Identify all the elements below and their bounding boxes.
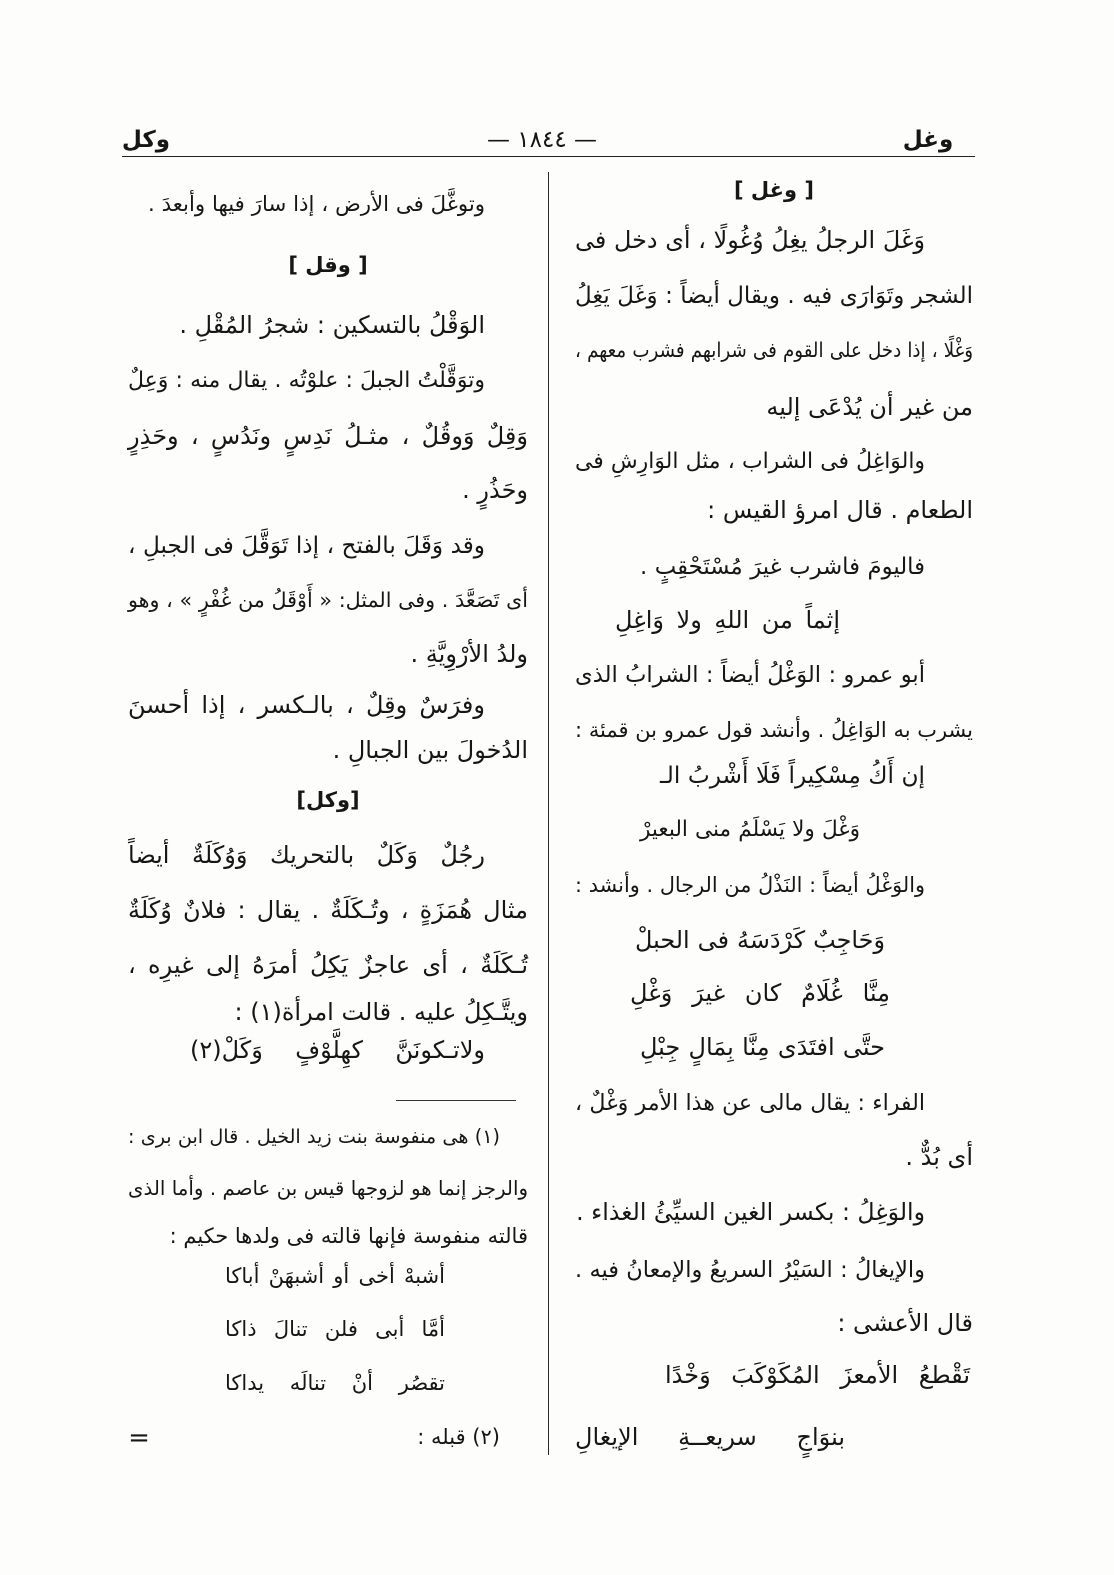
text-line: وتوَقَّلْتُ الجبلَ : علوْتُه . يقال منه : وَعِلٌ xyxy=(128,368,485,393)
column-divider xyxy=(548,172,549,1455)
text-line: وَغَلَ الرجلُ يغِلُ وُغُولًا ، أى دخل فى xyxy=(575,226,925,254)
text-line: الدُخولَ بين الجبالِ . xyxy=(332,736,528,764)
right-column xyxy=(575,0,973,1575)
header-headword-right: وغل xyxy=(902,127,954,153)
footnote-verse-line: أشبهْ أخى أو أشبهَنْ أباكا xyxy=(225,1264,445,1288)
footnote-verse-line: أمَّا أبى فلن تنالَ ذاكا xyxy=(225,1317,445,1341)
footnote-line: (١) هى منفوسة بنت زيد الخيل . قال ابن برى : xyxy=(128,1125,500,1148)
text-line: الشجر وتَوَارَى فيه . ويقال أيضاً : وَغَلَ يَغِلُ xyxy=(575,283,973,309)
verse-line: وَغْلَ ولا يَسْلَمُ منى البعيرْ xyxy=(640,817,860,842)
text-line: من غير أن يُدْعَى إليه xyxy=(766,393,973,421)
text-line: رجُلٌ وَكَلٌ بالتحريك وَوُكَلَةٌ أيضاً xyxy=(128,841,485,869)
verse-line: مِنَّا غُلَامٌ كان غيرَ وَغْلِ xyxy=(630,979,890,1007)
left-column xyxy=(128,0,528,1575)
entry-heading: [ وقل ] xyxy=(288,253,368,277)
verse-line: بنوَاجٍ سريعــةِ الإيغالِ xyxy=(575,1423,845,1451)
verse-line: تَقْطعُ الأمعزَ المُكَوْكَبَ وَخْدًا xyxy=(665,1361,970,1389)
text-line: والإيغالُ : السَيْرُ السريعُ والإمعانُ فيه . xyxy=(575,1257,925,1283)
verse-line: وَحَاجِبٌ كَرْدَسَهُ فى الحبلْ xyxy=(635,926,885,954)
verse-line: إثماً من اللهِ ولا وَاغِلِ xyxy=(615,606,840,634)
header-headword-left: وكل xyxy=(121,127,171,153)
footnote-verse-line: تقصُر أنْ تنالَه يداكا xyxy=(225,1371,445,1395)
text-line: ولدُ الأرْوِيَّةِ . xyxy=(410,640,528,668)
text-line: قال الأعشى : xyxy=(837,1309,973,1337)
text-line: والوَاغِلُ فى الشراب ، مثل الوَارِشِ فى xyxy=(575,449,925,474)
text-line: الطعام . قال امرؤ القيس : xyxy=(707,496,973,524)
verse-line: حتَّى افتَدَى مِنَّا بِمَالٍ جِبْلِ xyxy=(640,1033,885,1061)
text-line: وَقِلٌ وَوقُلٌ ، مثـلُ نَدِسٍ ونَدُسٍ ، وحَذِرٍ xyxy=(128,422,528,450)
text-line: أى تَصَعَّدَ . وفى المثل: « أَوْقَلُ من غُفْرٍ » ، وهو xyxy=(128,588,528,612)
footnote-line: والرجز إنما هو لزوجها قيس بن عاصم . وأما الذى xyxy=(128,1177,528,1200)
text-line: والوَغِلُ : بكسر الغين السيِّئُ الغذاء . xyxy=(576,1198,925,1226)
footnote-separator xyxy=(396,1100,516,1101)
page-continuation-mark: = xyxy=(128,1423,150,1453)
entry-heading: [ وغل ] xyxy=(734,178,814,202)
entry-heading: [وكل] xyxy=(296,788,360,812)
text-line: الفراء : يقال مالى عن هذا الأمر وَغْلٌ ، xyxy=(575,1090,925,1116)
text-line: ويتَّـكِلُ عليه . قالت امرأة(١) : xyxy=(234,998,528,1026)
verse-line: إن أَكُ مِسْكِيراً فَلَا أَشْربُ الـ xyxy=(660,762,925,789)
text-line: وتوغَّلَ فى الأرض ، إذا سارَ فيها وأبعدَ . xyxy=(148,192,485,217)
text-line: أى بُدٌّ . xyxy=(905,1143,973,1171)
text-line: أبو عمرو : الوَغْلُ أيضاً : الشرابُ الذى xyxy=(575,662,925,688)
text-line: وَغْلًا ، إذا دخل على القوم فى شرابهم فشرب معهم ، xyxy=(574,338,973,362)
text-line: وقد وَقَلَ بالفتح ، إذا تَوَقَّلَ فى الجبلِ ، xyxy=(128,532,485,559)
verse-line: فاليومَ فاشرب غيرَ مُسْتَحْقِبٍ . xyxy=(640,554,925,580)
text-line: والوَغْلُ أيضاً : النَذْلُ من الرجال . وأنشد : xyxy=(575,873,925,897)
text-line: وحَذُرٍ . xyxy=(462,476,528,504)
footnote-line: (٢) قبله : xyxy=(417,1425,500,1449)
page-number: — ١٨٤٤ — xyxy=(486,127,598,153)
text-line: مثال هُمَزَةٍ ، وتُـكَلَةٌ . يقال : فلانٌ وُكَلَةٌ xyxy=(128,896,528,924)
text-line: تُـكَلَةٌ ، أى عاجزٌ يَكِلُ أمرَهُ إلى غيرِه ، xyxy=(128,951,528,979)
verse-line: ولاتـكونَنَّ كهِلَّوْفٍ وَكَلْ(٢) xyxy=(190,1036,485,1064)
footnote-line: قالته منفوسة فإنها قالته فى ولدها حكيم : xyxy=(169,1224,528,1248)
text-line: الوَقْلُ بالتسكين : شجرُ المُقْلِ . xyxy=(179,311,485,339)
text-line: يشرب به الوَاغِلُ . وأنشد قول عمرو بن قمئة : xyxy=(575,718,973,742)
text-line: وفرَسٌ وقِلٌ ، بالـكسر ، إذا أحسنَ xyxy=(128,691,485,719)
